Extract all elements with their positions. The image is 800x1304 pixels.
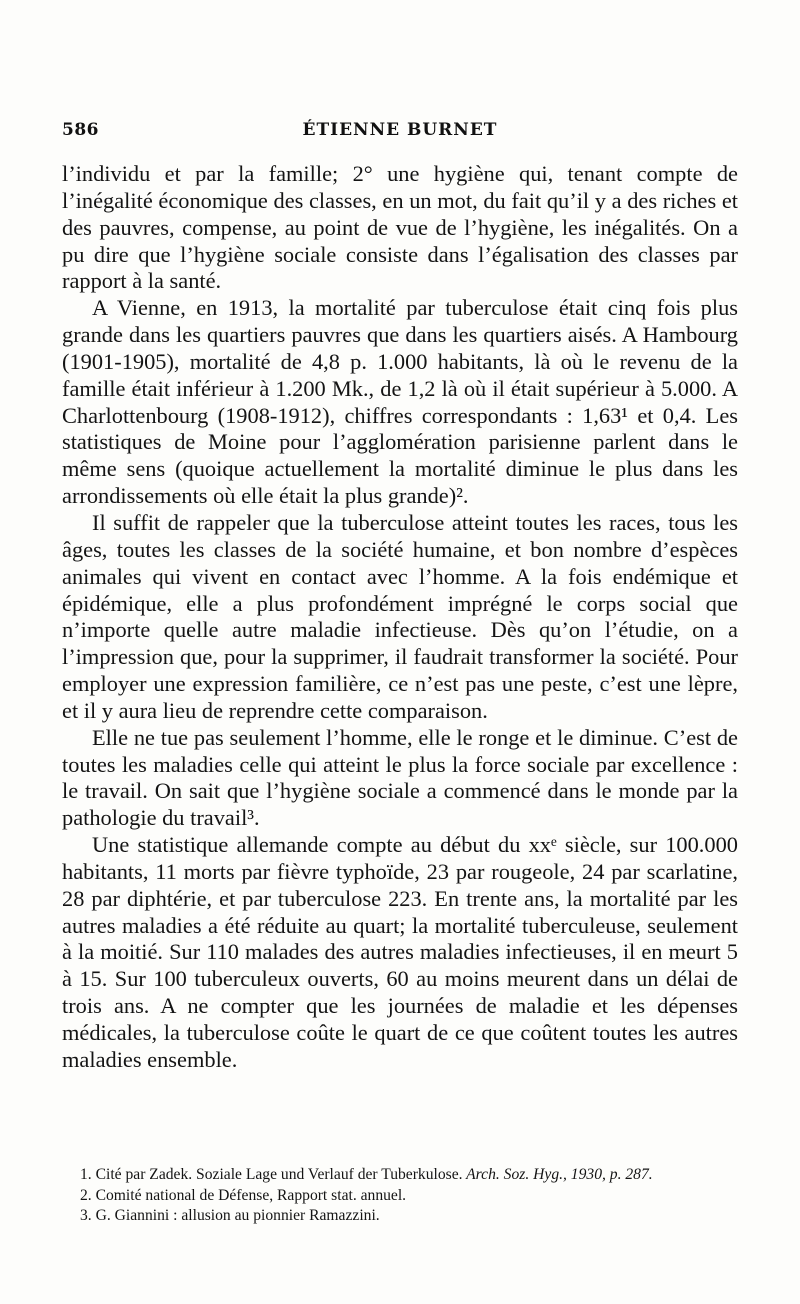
footnote-1	[62, 1165, 738, 1186]
page-number: 586	[62, 120, 99, 140]
paragraph-1: l’individu et par la famille; 2° une hygiène qui, tenant compte de l’inégalité économique des classes, en un mot, du fait qu’il y a des riches et des pauvres, compense, au point de vue de l’hygiène, les inégalités. On a pu dire que l’hygiène sociale consiste dans l’égalisation des classes par rapport à la santé.	[62, 161, 738, 294]
paragraph-5: Une statistique allemande compte au début du xxᵉ siècle, sur 100.000 habitants, 11 morts par fièvre typhoïde, 23 par rougeole, 24 par scarlatine, 28 par diphtérie, et par tuberculose 223. En trente ans, la mortalité par les autres maladies a été réduite au quart; la mortalité tuberculeuse, seulement à la moitié. Sur 110 malades des autres maladies infectieuses, il en meurt 5 à 15. Sur 100 tuberculeux ouverts, 60 au moins meurent dans un délai de trois ans. A ne compter que les journées de maladie et les dépenses médicales, la tuberculose coûte le quart de ce que coûtent toutes les autres maladies ensemble.	[62, 832, 738, 1072]
running-header	[62, 118, 738, 146]
body-text	[62, 161, 738, 1074]
running-title: ÉTIENNE BURNET	[302, 120, 498, 140]
paragraph-3: Il suffit de rappeler que la tuberculose atteint toutes les races, tous les âges, toutes les classes de la société humaine, et bon nombre d’espèces animales qui vivent en contact avec l’homme. A la fois endémique et épidémique, elle a plus profondément imprégné le corps social que n’importe quelle autre maladie infectieuse. Dès qu’on l’étudie, on a l’impression que, pour la supprimer, il faudrait transformer la société. Pour employer une expression familière, ce n’est pas une peste, c’est une lèpre, et il y aura lieu de reprendre cette comparaison.	[62, 509, 738, 723]
footnote-1-citation: Arch. Soz. Hyg., 1930, p. 287.	[462, 1166, 653, 1183]
footnotes	[62, 1165, 738, 1227]
paragraph-4: Elle ne tue pas seulement l’homme, elle le ronge et le diminue. C’est de toutes les maladies celle qui atteint le plus la force sociale par excellence : le travail. On sait que l’hygiène sociale a commencé dans le monde par la pathologie du travail³.	[62, 724, 738, 831]
paragraph-2: A Vienne, en 1913, la mortalité par tuberculose était cinq fois plus grande dans les quartiers pauvres que dans les quartiers aisés. A Hambourg (1901-1905), mortalité de 4,8 p. 1.000 habitants, là où le revenu de la famille était inférieur à 1.200 Mk., de 1,2 là où il était supérieur à 5.000. A Charlottenbourg (1908-1912), chiffres correspondants : 1,63¹ et 0,4. Les statistiques de Moine pour l’agglomération parisienne parlent dans le même sens (quoique actuellement la mortalité diminue le plus dans les arrondissements où elle était la plus grande)².	[62, 295, 738, 509]
footnote-1-text: 1. Cité par Zadek. Soziale Lage und Verlauf der Tuberkulose.	[80, 1166, 463, 1183]
footnote-3: 3. G. Giannini : allusion au pionnier Ramazzini.	[80, 1207, 380, 1224]
footnote-2: 2. Comité national de Défense, Rapport stat. annuel.	[80, 1186, 407, 1204]
